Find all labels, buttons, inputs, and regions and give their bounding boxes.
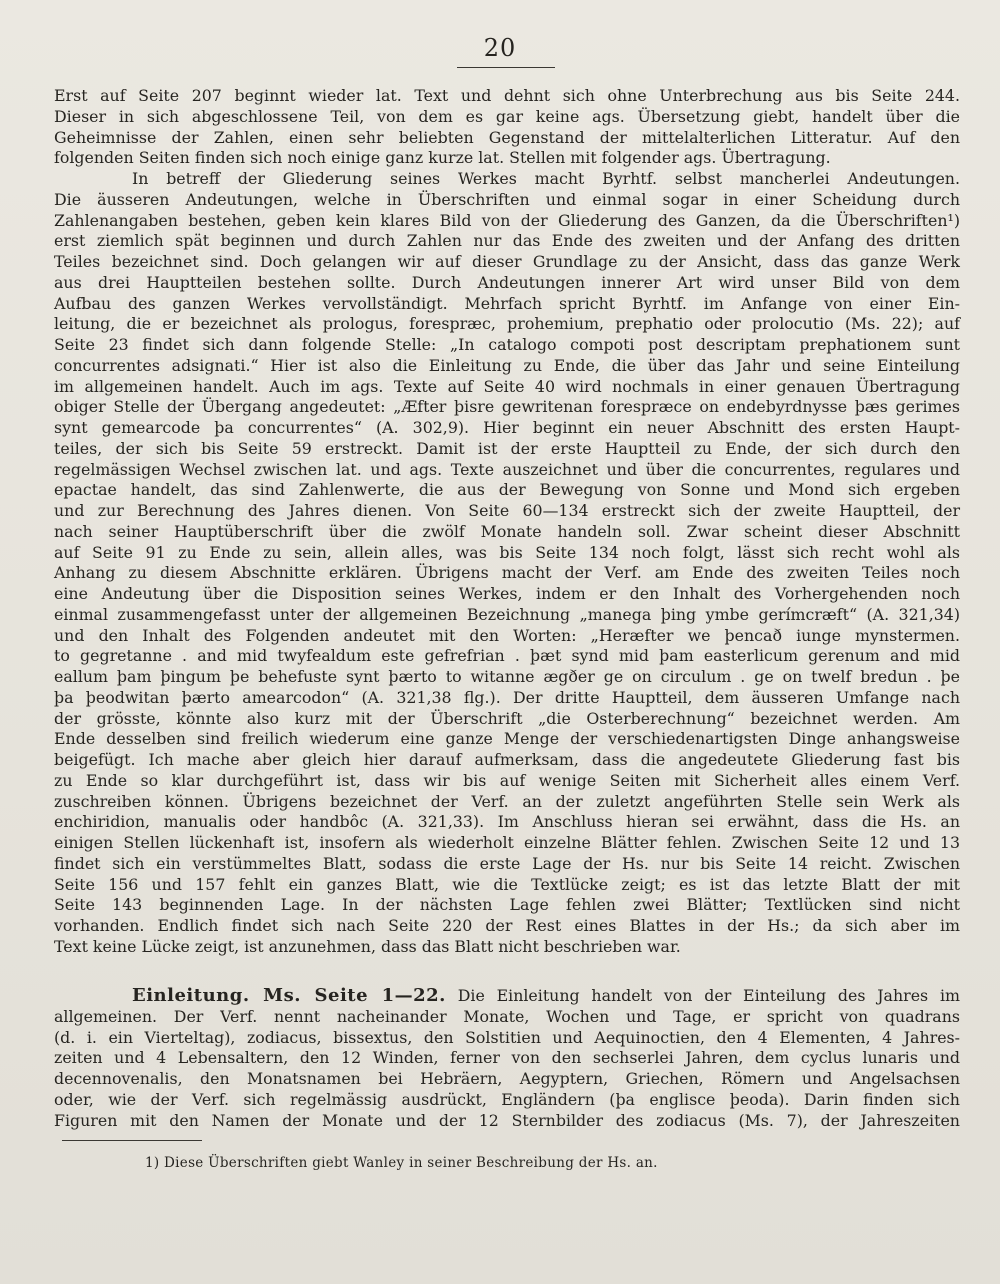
- introduction-section: [54, 986, 960, 1131]
- text-line: Aufbau des ganzen Werkes vervollständigt. Mehrfach spricht Byrhtf. im Anfange von einer Ein-: [54, 293, 960, 313]
- text-line: und den Inhalt des Folgenden andeutet mit den Worten: „Herӕfter we þencað iunge mynstermen.: [54, 625, 960, 645]
- text-line: leitung, die er bezeichnet als prologus, foresprӕc, prohemium, prephatio oder prolocutio (Ms. 22); auf: [54, 314, 960, 334]
- text-line: auf Seite 91 zu Ende zu sein, allein alles, was bis Seite 134 noch folgt, lässt sich recht wohl als: [54, 542, 960, 562]
- text-line: þa þeodwitan þӕrto amearcodon“ (A. 321,38 flg.). Der dritte Hauptteil, dem äusseren Umfange nach: [54, 687, 960, 707]
- text-line: der grösste, könnte also kurz mit der Überschrift „die Osterberechnung“ bezeichnet werden. Am: [54, 708, 960, 728]
- page-number: 20: [483, 34, 517, 62]
- text-line: und zur Berechnung des Jahres dienen. Von Seite 60—134 erstreckt sich der zweite Hauptteil, der: [54, 501, 960, 520]
- section-first-line: [54, 986, 960, 1007]
- text-line: Geheimnisse der Zahlen, einen sehr beliebten Gegenstand der mittelalterlichen Litteratur. Auf den: [54, 127, 960, 147]
- footnote-rule: [62, 1140, 202, 1141]
- text-line: erst ziemlich spät beginnen und durch Zahlen nur das Ende des zweiten und der Anfang des dritten: [54, 231, 960, 251]
- text-line: Ende desselben sind freilich wiederum eine ganze Menge der verschiedenartigsten Dinge anhangsweise: [54, 729, 960, 749]
- text-line: In betreff der Gliederung seines Werkes macht Byrhtf. selbst mancherlei Andeutungen.: [132, 169, 960, 188]
- text-line: einmal zusammengefasst unter der allgemeinen Bezeichnung „manega þing ymbe gerímcrӕft“ (A. 321,34): [54, 604, 960, 624]
- text-line: nach seiner Hauptüberschrift über die zwölf Monate handeln soll. Zwar scheint dieser Abschnitt: [54, 521, 960, 541]
- text-line: zuschreiben können. Übrigens bezeichnet der Verf. an der zuletzt angeführten Stelle sein Werk als: [54, 791, 960, 811]
- text-line: epactae handelt, das sind Zahlenwerte, die aus der Bewegung von Sonne und Mond sich ergeben: [54, 480, 960, 500]
- text-line: folgenden Seiten finden sich noch einige ganz kurze lat. Stellen mit folgender ags. Übertragung.: [54, 148, 831, 168]
- text-line: Anhang zu diesem Abschnitte erklären. Übrigens macht der Verf. am Ende des zweiten Teiles noch: [54, 563, 960, 583]
- text-line: decennovenalis, den Monatsnamen bei Hebräern, Aegyptern, Griechen, Römern und Angelsachsen: [54, 1069, 960, 1088]
- footnote: 1) Diese Überschriften giebt Wanley in seiner Beschreibung der Hs. an.: [145, 1155, 658, 1171]
- text-line: Teiles bezeichnet sind. Doch gelangen wir auf dieser Grundlage zu der Ansicht, dass das ganze Werk: [54, 252, 960, 271]
- text-line: enchiridion, manualis oder handbôc (A. 321,33). Im Anschluss hieran sei erwähnt, dass die Hs. an: [54, 812, 960, 832]
- main-text: [54, 86, 960, 958]
- text-line: regelmässigen Wechsel zwischen lat. und ags. Texte auszeichnet und über die concurrentes, regulares und: [54, 459, 960, 479]
- text-line: synt gemearcode þa concurrentes“ (A. 302,9). Hier beginnt ein neuer Abschnitt des ersten Haupt-: [54, 418, 960, 437]
- text-line: Erst auf Seite 207 beginnt wieder lat. Text und dehnt sich ohne Unterbrechung aus bis Seite 244.: [54, 86, 960, 105]
- section-heading: Einleitung. Ms. Seite 1—22.: [132, 985, 446, 1006]
- text-line: Zahlenangaben bestehen, geben kein klares Bild von der Gliederung des Ganzen, da die Überschriften¹): [54, 210, 960, 230]
- text-line: Dieser in sich abgeschlossene Teil, von dem es gar keine ags. Übersetzung giebt, handelt über die: [54, 106, 960, 126]
- text-line: eallum þam þingum þe behefuste synt þӕrto to witanne ӕgðer ge on circulum . ge on twelf bredun . þe: [54, 667, 960, 686]
- text-line: obiger Stelle der Übergang angedeutet: „Æfter þisre gewritenan foresprӕce on endebyrdnysse þӕs gerimes: [54, 397, 960, 417]
- text-line: im allgemeinen handelt. Auch im ags. Texte auf Seite 40 wird nochmals in einer genauen Übertragung: [54, 376, 960, 396]
- text-line: findet sich ein verstümmeltes Blatt, sodass die erste Lage der Hs. nur bis Seite 14 reicht. Zwischen: [54, 853, 960, 873]
- text-line: allgemeinen. Der Verf. nennt nacheinander Monate, Wochen und Tage, er spricht von quadrans: [54, 1006, 960, 1026]
- text-line: aus drei Hauptteilen bestehen sollte. Durch Andeutungen innerer Art wird unser Bild von dem: [54, 272, 960, 292]
- text-line: Die äusseren Andeutungen, welche in Überschriften und einmal sogar in einer Scheidung durch: [54, 189, 960, 209]
- section-first-line-text: Die Einleitung handelt von der Einteilung des Jahres im: [457, 986, 960, 1005]
- page-number-rule: [457, 67, 555, 68]
- text-line: zu Ende so klar durchgeführt ist, dass wir bis auf wenige Seiten mit Sicherheit alles einem Verf.: [54, 770, 960, 790]
- text-line: zeiten und 4 Lebensaltern, den 12 Winden, ferner von den sechserlei Jahren, dem cyclus lunaris und: [54, 1048, 960, 1068]
- text-line: Seite 23 findet sich dann folgende Stelle: „In catalogo compoti post descriptam prephationem sunt: [54, 335, 960, 354]
- text-line: concurrentes adsignati.“ Hier ist also die Einleitung zu Ende, die über das Jahr und seine Einteilung: [54, 355, 960, 375]
- text-line: Text keine Lücke zeigt, ist anzunehmen, dass das Blatt nicht beschrieben war.: [54, 936, 681, 956]
- text-line: Seite 143 beginnenden Lage. In der nächsten Lage fehlen zwei Blätter; Textlücken sind nicht: [54, 895, 960, 915]
- text-line: teiles, der sich bis Seite 59 erstreckt. Damit ist der erste Hauptteil zu Ende, der sich durch den: [54, 438, 960, 458]
- text-line: beigefügt. Ich mache aber gleich hier darauf aufmerksam, dass die angedeutete Gliederung fast bis: [54, 750, 960, 769]
- text-line: to gegretanne . and mid twyfealdum este gefrefrian . þӕt synd mid þam easterlicum gerenum and mid: [54, 646, 960, 666]
- text-line: eine Andeutung über die Disposition seines Werkes, indem er den Inhalt des Vorhergehenden noch: [54, 584, 960, 603]
- text-line: Figuren mit den Namen der Monate und der 12 Sternbilder des zodiacus (Ms. 7), der Jahreszeiten: [54, 1110, 960, 1130]
- text-line: einigen Stellen lückenhaft ist, insofern als wiederholt einzelne Blätter fehlen. Zwischen Seite 12 und 13: [54, 833, 960, 852]
- text-line: Seite 156 und 157 fehlt ein ganzes Blatt, wie die Textlücke zeigt; es ist das letzte Blatt der mit: [54, 874, 960, 894]
- text-line: (d. i. ein Vierteltag), zodiacus, bissextus, den Solstitien und Aequinoctien, den 4 Elementen, 4 Jahres-: [54, 1027, 960, 1047]
- text-line: vorhanden. Endlich findet sich nach Seite 220 der Rest eines Blattes in der Hs.; da sich aber im: [54, 916, 960, 935]
- text-line: oder, wie der Verf. sich regelmässig ausdrückt, Engländern (þa englisce þeoda). Darin finden sich: [54, 1089, 960, 1109]
